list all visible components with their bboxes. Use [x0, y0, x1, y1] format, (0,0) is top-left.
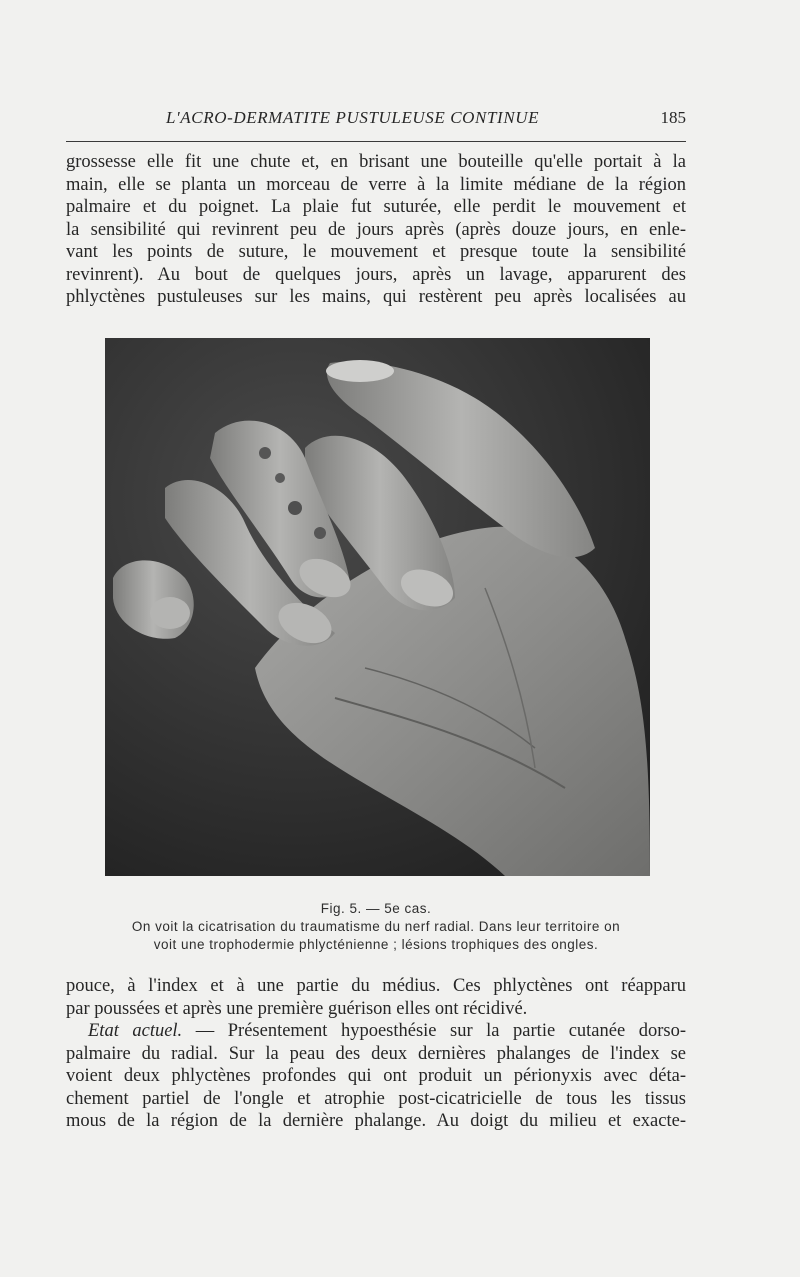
etat-actuel-line	[66, 1020, 686, 1043]
running-header	[66, 108, 686, 132]
hand-photo-illustration	[105, 338, 650, 876]
page-number: 185	[660, 108, 686, 127]
text-line: vant les points de suture, le mouvement et presque toute la sensibilité	[66, 242, 686, 262]
text-line: revinrent). Au bout de quelques jours, après un lavage, apparurent des	[66, 264, 686, 285]
text-line: chement partiel de l'ongle et atrophie post-cicatricielle de tous les tissus	[66, 1088, 686, 1109]
header-rule	[66, 141, 686, 142]
text-line: mous de la région de la dernière phalange. Au doigt du milieu et exacte-	[66, 1111, 686, 1131]
figure-label: Fig. 5. — 5e cas.	[320, 901, 432, 916]
text-line: voient deux phlyctènes profondes qui ont produit un périonyxis avec déta-	[66, 1066, 686, 1086]
text-line: pouce, à l'index et à une partie du médius. Ces phlyctènes ont réapparu	[66, 976, 686, 996]
etat-actuel-label: Etat actuel.	[88, 1021, 183, 1041]
caption-line: On voit la cicatrisation du traumatisme du nerf radial. Dans leur territoire on	[131, 919, 621, 934]
etat-actuel-text: — Présentement hypoesthésie sur la partie cutanée dorso-	[182, 1021, 686, 1041]
figure-caption	[66, 900, 686, 954]
running-title: L'ACRO-DERMATITE PUSTULEUSE CONTINUE	[166, 108, 540, 127]
caption-line: voit une trophodermie phlycténienne ; lésions trophiques des ongles.	[153, 937, 599, 952]
hand-photograph	[105, 338, 650, 876]
text-line: par poussées et après une première guérison elles ont récidivé.	[66, 998, 528, 1019]
bottom-paragraph	[66, 975, 686, 1133]
text-line: main, elle se planta un morceau de verre à la limite médiane de la région	[66, 174, 686, 195]
text-line: phlyctènes pustuleuses sur les mains, qui restèrent peu après localisées au	[66, 287, 686, 307]
text-line: la sensibilité qui revinrent peu de jours après (après douze jours, en enle-	[66, 219, 686, 240]
text-line: grossesse elle fit une chute et, en brisant une bouteille qu'elle portait à la	[66, 152, 686, 172]
text-line: palmaire et du poignet. La plaie fut suturée, elle perdit le mouvement et	[66, 197, 686, 217]
top-paragraph	[66, 151, 686, 309]
text-line: palmaire du radial. Sur la peau des deux dernières phalanges de l'index se	[66, 1043, 686, 1064]
